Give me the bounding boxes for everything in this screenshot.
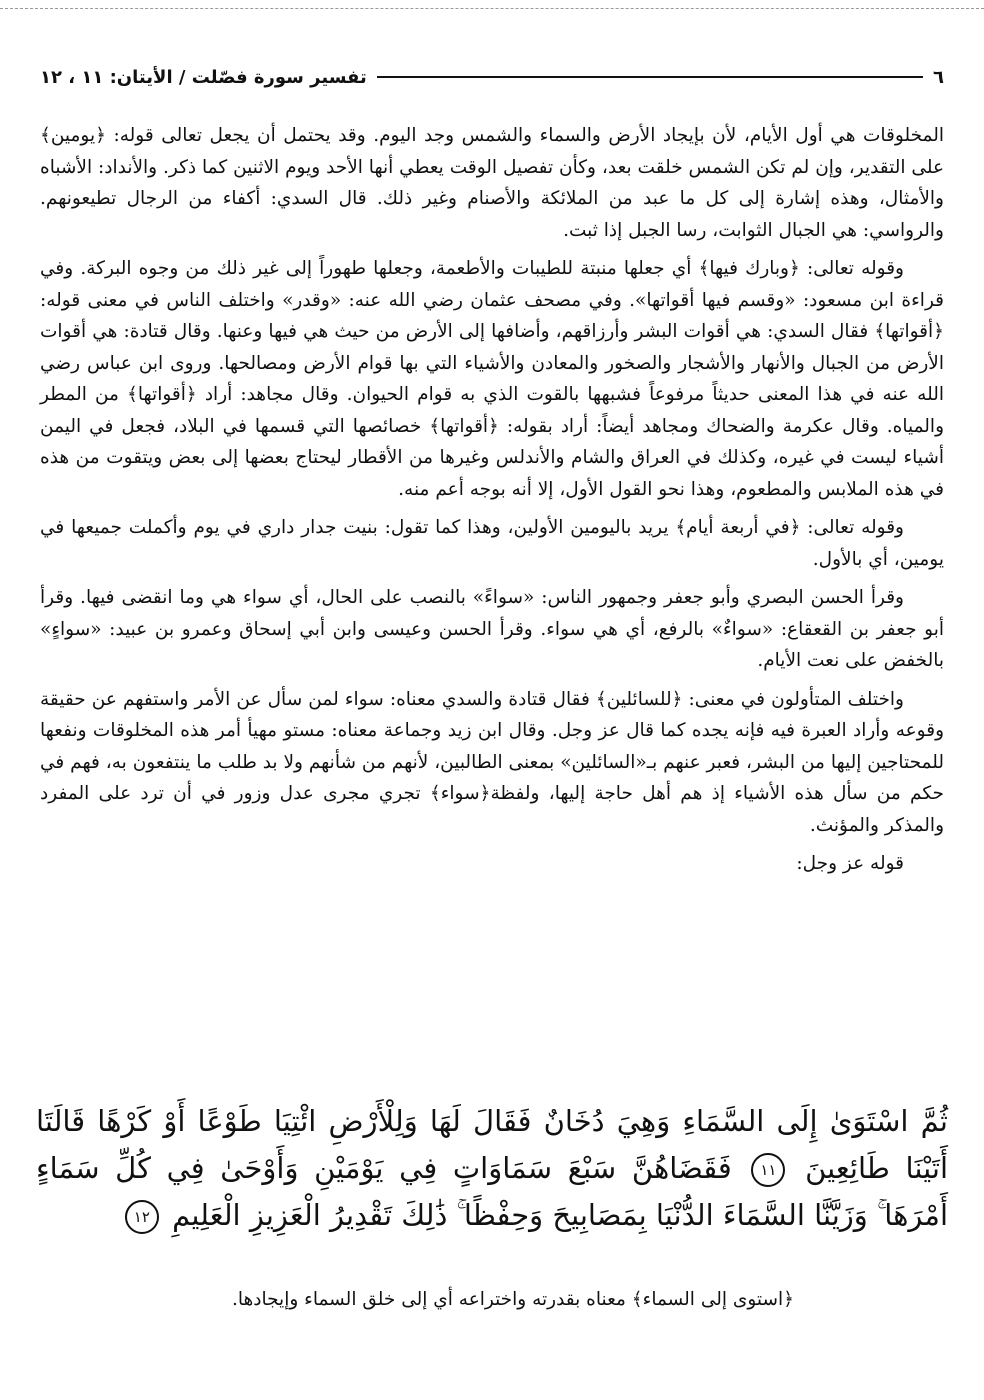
explanation-note: ﴿استوى إلى السماء﴾ معناه بقدرته واختراعه أي إلى خلق السماء وإيجادها.: [231, 1289, 794, 1310]
quran-verse-block: [36, 1098, 948, 1239]
running-title: تفسير سورة فصّلت / الأيتان: ١١ ، ١٢: [40, 66, 367, 88]
verse-intro: قوله عز وجل:: [796, 853, 904, 874]
paragraph-barak: وقوله تعالى: ﴿وبارك فيها﴾ أي جعلها منبتة للطيبات والأطعمة، وجعلها طهوراً إلى غير ذلك من وجوه البركة. وفي قراءة ابن مسعود: «وقسم فيها أقواتها». وفي مصحف عثمان رضي الله عنه: «وقدر» واختلف الناس في معنى قوله: ﴿أقواتها﴾ فقال السدي: هي أقوات البشر وأرزاقهم، وأضافها إلى الأرض من حيث هي فيها وعنها. وقال قتادة: هي أقوات الأرض من الجبال والأنهار والأشجار والصخور والمعادن والأشياء التي بها قوام الأرض ومصالحها. وروى ابن عباس رضي الله عنه في هذا المعنى حديثاً مرفوعاً فشبهها بالقوت الذي به قوام الحيوان. وقال مجاهد: أراد ﴿أقواتها﴾ من المطر والمياه. وقال عكرمة والضحاك ومجاهد أيضاً: أراد بقوله: ﴿أقواتها﴾ خصائصها التي قسمها في البلاد، فجعل في اليمن أشياء ليست في غيره، وكذلك في العراق والشام والأندلس وغيرها من الأقطار ليحتاج بعضها إلى بعض ويتقوت من هذه في هذه الملابس والمطعوم، وهذا نحو القول الأول، إلا أنه بوجه أعم منه.: [40, 258, 944, 500]
page-header: [40, 62, 944, 92]
verse-number-marker: ١١: [751, 1153, 785, 1187]
paragraph-continuation: المخلوقات هي أول الأيام، لأن بإيجاد الأرض والسماء والشمس وجد اليوم. وقد يحتمل أن يجعل تعالى قوله: ﴿يومين﴾ على التقدير، وإن لم تكن الشمس خلقت بعد، وكأن تفصيل الوقت يعطي أنها الأحد ويوم الاثنين كما ذكر. والأنداد: الأشباه والأمثال، وهذه إشارة إلى كل ما عبد من الملائكة والأصنام وغير ذلك. قال السدي: أكفاء من الرجال تطيعونهم. والرواسي: هي الجبال الثوابت، رسا الجبل إذا ثبت.: [40, 125, 944, 241]
paragraph-askers: واختلف المتأولون في معنى: ﴿للسائلين﴾ فقال قتادة والسدي معناه: سواء لمن سأل عن الأمر واستفهم عن حقيقة وقوعه وأراد العبرة فيه فإنه يجده كما قال عز وجل. وقال ابن زيد وجماعة معناه: مستو مهيأ أمر هذه المخلوقات ونفعها للمحتاجين إليها من البشر، فعبر عنهم بـ«السائلين» بمعنى الطالبين، لأنهم من شأنهم ولا بد طلب ما ينتفعون به، فهم في حكم من سأل هذه الأشياء إذ هم أهل حاجة إليها، ولفظة﴿سواء﴾ تجري مجرى عدل وزور في أن ترد على المفرد والمذكر والمؤنث.: [40, 688, 944, 836]
verse-12-text: فَقَضَاهُنَّ سَبْعَ سَمَاوَاتٍ فِي يَوْمَيْنِ وَأَوْحَىٰ فِي كُلِّ سَمَاءٍ أَمْرَهَا ۚ وَزَيَّنَّا السَّمَاءَ الدُّنْيَا بِمَصَابِيحَ وَحِفْظًا ۚ ذَٰلِكَ تَقْدِيرُ الْعَزِيزِ الْعَلِيمِ: [36, 1151, 948, 1232]
commentary-body: [40, 120, 944, 887]
paragraph-readings: وقرأ الحسن البصري وأبو جعفر وجمهور الناس: «سواءً» بالنصب على الحال، أي سواء هي وما انقضى فيها. وقرأ أبو جعفر بن القعقاع: «سواءٌ» بالرفع، أي هي سواء. وقرأ الحسن وعيسى وابن أبي إسحاق وعمرو بن عبيد: «سواءٍ» بالخفض على نعت الأيام.: [40, 587, 944, 671]
verse-number-marker: ١٢: [125, 1200, 159, 1234]
verse-11-text: ثُمَّ اسْتَوَىٰ إِلَى السَّمَاءِ وَهِيَ دُخَانٌ فَقَالَ لَهَا وَلِلْأَرْضِ ائْتِيَا طَوْعًا أَوْ كَرْهًا قَالَتَا أَتَيْنَا طَائِعِينَ: [36, 1104, 948, 1185]
paragraph-four-days: وقوله تعالى: ﴿في أربعة أيام﴾ يريد باليومين الأولين، وهذا كما تقول: بنيت جدار داري في يوم وأكملت جميعها في يومين، أي بالأول.: [40, 517, 944, 570]
top-scan-rule: [0, 8, 984, 9]
page-number: ٦: [933, 66, 944, 88]
header-rule: [377, 76, 923, 78]
